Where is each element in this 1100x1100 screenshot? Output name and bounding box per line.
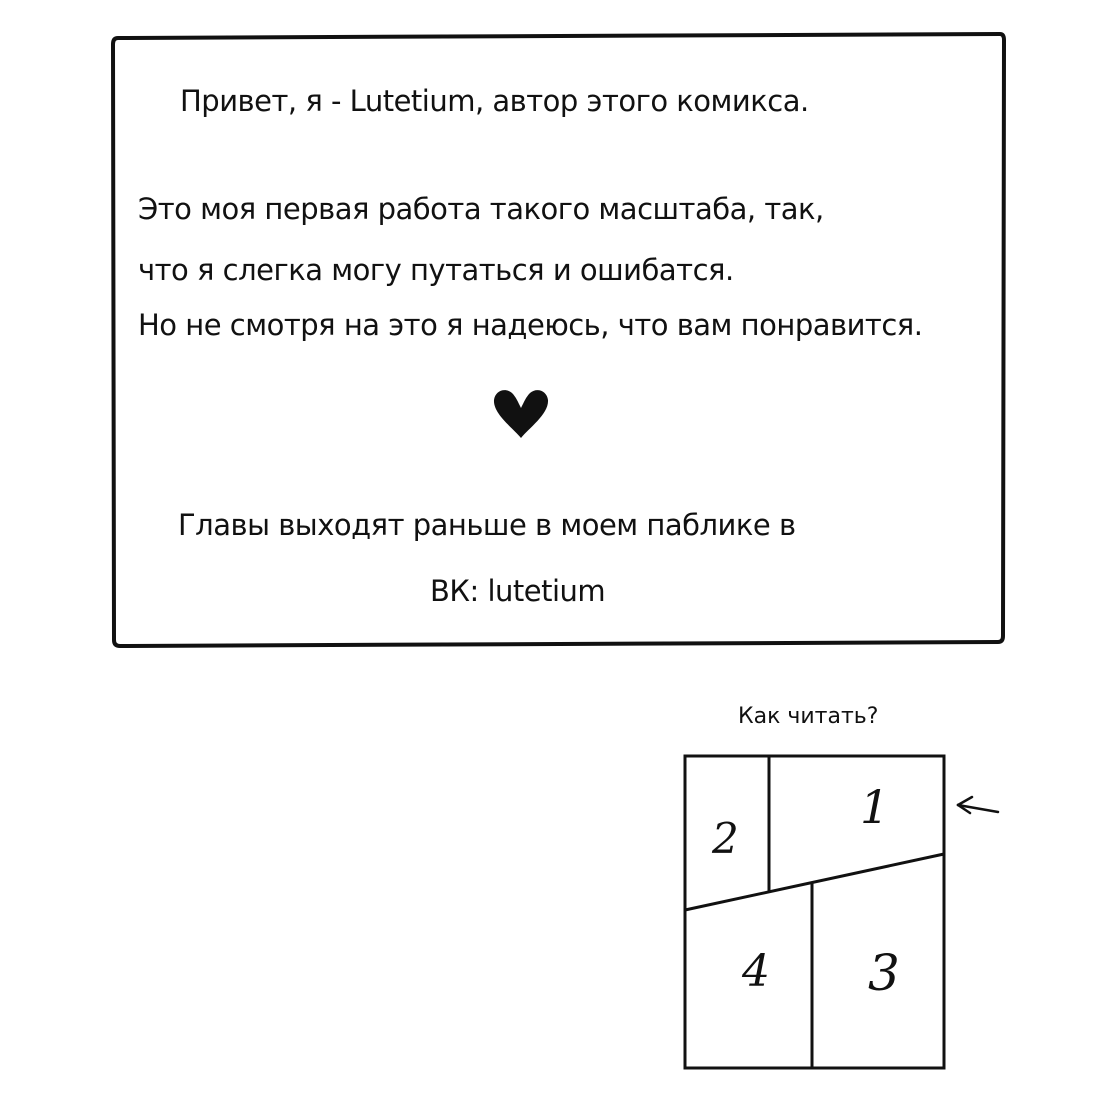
panel-number-1: 1	[860, 780, 890, 834]
grid-outer-border	[685, 756, 944, 1068]
reading-guide-title: Как читать?	[738, 704, 879, 729]
vk-link: ВК: lutetium	[430, 574, 606, 608]
chapters-note: Главы выходят раньше в моем паблике в	[178, 508, 796, 542]
panel-number-3: 3	[868, 944, 900, 1002]
greeting-text: Привет, я - Lutetium, автор этого комикса.	[180, 84, 809, 118]
panel-number-4: 4	[742, 946, 770, 997]
intro-line-2: что я слегка могу путаться и ошибатся.	[138, 253, 734, 287]
panel-number-2: 2	[712, 814, 739, 863]
heart-icon	[491, 388, 551, 440]
intro-line-1: Это моя первая работа такого масштаба, так,	[138, 192, 824, 226]
arrow-left-icon	[958, 797, 998, 813]
intro-line-3: Но не смотря на это я надеюсь, что вам понравится.	[138, 308, 923, 342]
reading-guide-grid	[685, 756, 944, 1068]
